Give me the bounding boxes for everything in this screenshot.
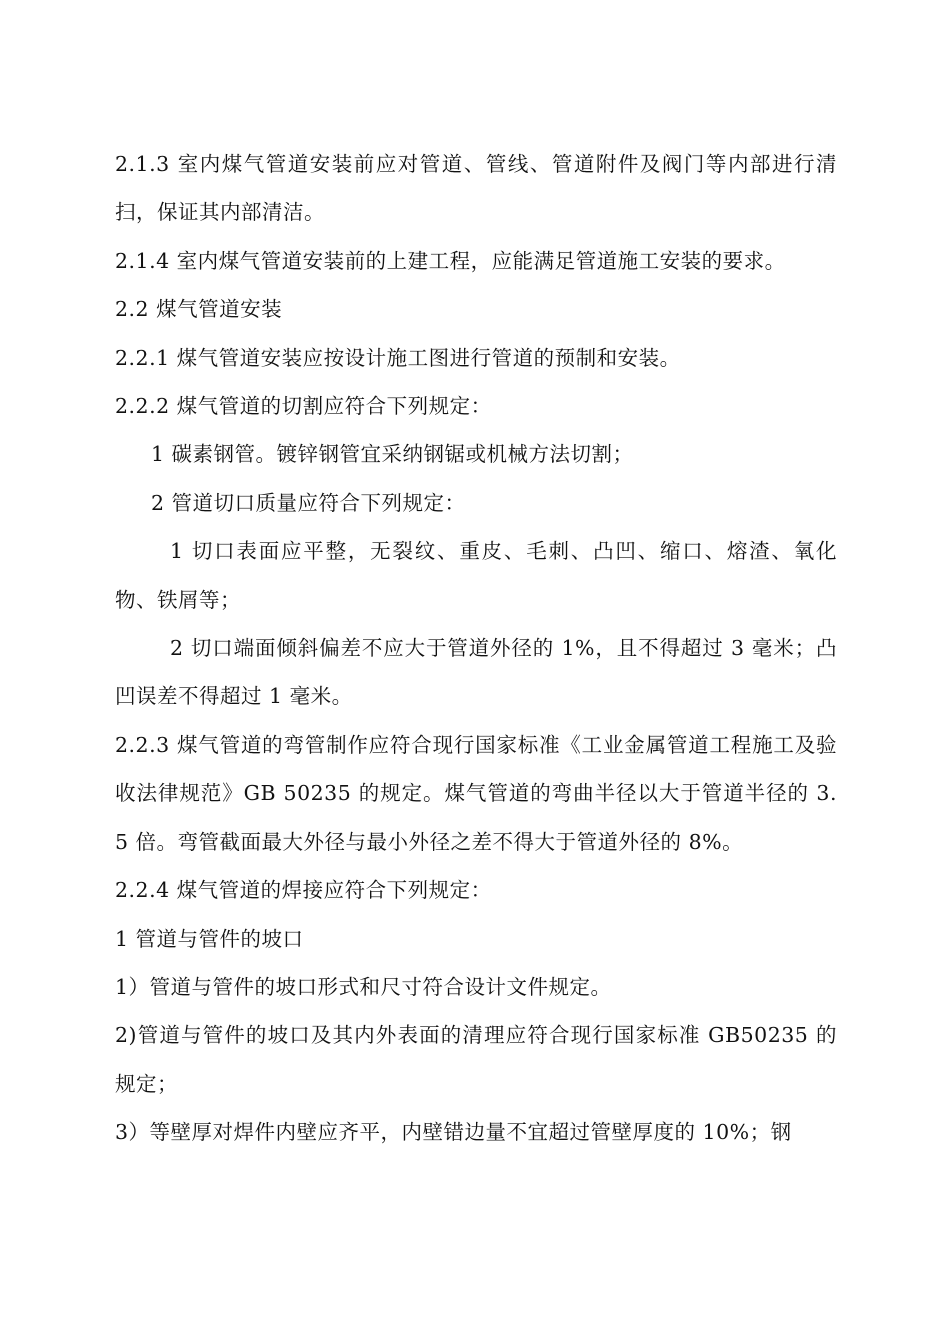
sub-item-bevel-form: 1）管道与管件的坡口形式和尺寸符合设计文件规定。	[115, 974, 612, 999]
paragraph-2-1-3: 2.1.3 室内煤气管道安装前应对管道、管线、管道附件及阀门等内部进行清扫，保证其内部清洁。	[115, 152, 837, 225]
paragraph-2-2-4: 2.2.4 煤气管道的焊接应符合下列规定：	[115, 878, 492, 903]
paragraph-2-2-1: 2.2.1 煤气管道安装应按设计施工图进行管道的预制和安装。	[115, 345, 681, 370]
paragraph-2-1-4: 2.1.4 室内煤气管道安装前的上建工程，应能满足管道施工安装的要求。	[115, 248, 786, 273]
paragraph-2-2-3: 2.2.3 煤气管道的弯管制作应符合现行国家标准《工业金属管道工程施工及验收法律规范》GB 50235 的规定。煤气管道的弯曲半径以大于管道半径的 3.5 倍。弯管截面最大外径与最小外径之差不得大于管道外径的 8%。	[115, 732, 837, 854]
list-item-bevel: 1 管道与管件的坡口	[115, 926, 304, 951]
list-item-cut-quality: 2 管道切口质量应符合下列规定：	[151, 490, 466, 515]
section-heading-2-2: 2.2 煤气管道安装	[115, 297, 283, 322]
document-body	[115, 140, 837, 1157]
sub-item-cut-surface: 1 切口表面应平整，无裂纹、重皮、毛刺、凸凹、缩口、熔渣、氧化物、铁屑等；	[115, 539, 837, 612]
sub-item-wall-alignment: 3）等壁厚对焊件内壁应齐平，内壁错边量不宜超过管壁厚度的 10%；钢	[115, 1120, 792, 1145]
sub-item-bevel-cleaning: 2)管道与管件的坡口及其内外表面的清理应符合现行国家标准 GB50235 的规定；	[115, 1023, 837, 1096]
sub-item-cut-tilt: 2 切口端面倾斜偏差不应大于管道外径的 1%，且不得超过 3 毫米；凸凹误差不得超过 1 毫米。	[115, 636, 837, 709]
list-item-cutting-method: 1 碳素钢管。镀锌钢管宜采纳钢锯或机械方法切割；	[151, 442, 634, 467]
paragraph-2-2-2: 2.2.2 煤气管道的切割应符合下列规定：	[115, 394, 492, 419]
